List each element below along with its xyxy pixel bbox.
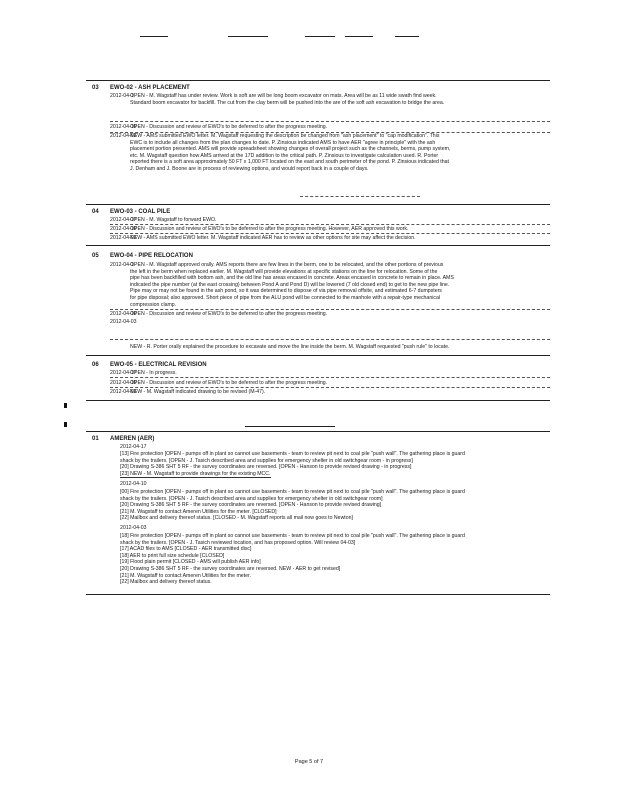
section-heading: 03 EWO-02 - ASH PLACEMENT — [92, 85, 190, 91]
entry-text: NEW - AMS submitted EWO letter. M. Wagstaff requesting the description be changed from "ash placement" to "cap modification". This EWC is to include all changes from the plan changes to date. P. Zinsious indicated AMS to have AER "agree in principle" with the ash placement portion presented. AMS will provide spreadsheet showing changes of overall project such as the channels, berms, pump system, etc. M. Wagstaff question how AMS arrived at the 17D addition to the critical path. P. Zinsious to investigate calculation used. R. Porter reported there is a soft area approximately 50 FT x 1,000 FT located on the east and south perimeter of the pond. P. Zinsious indicated that J. Denham and J. Boone are in process of reviewing options, and would report back in a couple of days. — [130, 133, 451, 172]
entry-date: 2012-04-03 — [110, 389, 137, 395]
section-border — [86, 400, 550, 401]
entry-date: 2012-04-17 — [120, 444, 147, 450]
entry-date: 2012-04-10 — [110, 124, 137, 130]
row-divider — [110, 233, 550, 234]
row-divider — [110, 377, 550, 378]
section-border — [86, 245, 550, 246]
header-rule — [228, 36, 268, 37]
entry-date: 2012-04-1 — [110, 262, 134, 268]
table-top-border — [86, 80, 550, 81]
section-border — [86, 204, 550, 205]
section-heading: 04 EWO-03 - COAL PILE — [92, 209, 171, 215]
entry-text: OPEN - M. Wagstaff has under review. Work is soft are will be long boom excavator on mats. Area will be as 11 wide swath find week. Standard boom excavator for backfill. The cut from the clay berm will be pushed into the are of the soft ash excavation to bridge the area. — [130, 93, 445, 106]
row-divider — [110, 387, 550, 388]
section-border — [86, 594, 550, 595]
row-divider — [110, 309, 550, 310]
header-rule — [305, 36, 335, 37]
table-top-border — [86, 431, 550, 432]
section-heading: 06 EWO-05 - ELECTRICAL REVISION — [92, 362, 207, 368]
entry-text: [00] Fire protection [OPEN - pumps off in plant so cannot use basements - team to review pit next to coal pile "push wall". The gathering place is guard shack by the trailers. [OPEN - J. Tasich described area and supplies for emergency shelter in old switchgear room] [20] Drawing S-386 SHT 5 RF - the survey coordinates are reversed. [OPEN - Hanson to provide revised drawing] [21] M. Wagstaff to contact Ameren Utilities for the meter. [CLOSED] [22] Mailbox and delivery thereof status. [CLOSED - M. Wagstaff reports all mail now goes to Newton] — [120, 489, 465, 522]
entry-date: 2012-04-03 — [120, 525, 147, 531]
entry-date: 2012-04-10 — [110, 380, 137, 386]
entry-date: 2012-04-10 — [120, 481, 147, 487]
header-rule — [245, 426, 335, 427]
entry-text: NEW - AMS submitted EWO letter. M. Wagstaff indicated AER has to review as other options for site may affect the decision. — [130, 235, 416, 241]
entry-text: OPEN - Discussion and review of EWO's to be deferred to after the progress meeting. — [130, 124, 328, 130]
entry-date: 2012-04-1 — [110, 93, 134, 99]
header-rule — [395, 36, 419, 37]
entry-text: OPEN - In progress. — [130, 370, 177, 376]
entry-date: 2012-04-17 — [110, 370, 137, 376]
section-heading: 05 EWO-04 - PIPE RELOCATION — [92, 253, 193, 259]
entry-text: NEW - R. Porter orally explained the procedure to excavate and move the line inside the berm. M. Wagstaff requested "push rule" to locate. — [130, 344, 450, 350]
entry-date: 2012-04-10 — [110, 311, 137, 317]
row-divider — [110, 339, 550, 340]
entry-text: NEW - M. Wagstaff indicated drawing to be revised (M-47). — [130, 389, 266, 395]
section-border — [86, 355, 550, 356]
entry-date: 2012-04-03 — [110, 235, 137, 241]
margin-mark — [64, 422, 67, 427]
entry-text: OPEN - M. Wagstaff approved orally. AMS reports there are few lines in the berm, one to be relocated, and the other portions of previous the left in the berm when replaced earlier. M. Wagstaff will provide elevations at specific stations on the line for relocation. Some of the pipe has been backfilled with bottom ash, and the old line has areas encased in concrete. Areas encased in concrete to remain in place. AMS indicated the pipe number (at the east crossing) between Pond A and Pond D) will be lowered (7 old closed end) to get to the new pipe line. Pipe may or may not be found in the ash pond, so it was determined to dispose of via pipe removal offsite, and estimated 6-7 dumpsters for pipe disposal; also approved. Short piece of pipe from the ALU pond will be connected to the manhole with a repair-type mechanical compression clamp. — [130, 262, 454, 308]
section-heading: 01 AMEREN (AER) — [92, 436, 155, 442]
entry-text: [13] Fire protection [OPEN - pumps off in plant so cannot use basements - team to review pit next to coal pile "push wall". The gathering place is guard shack by the trailers. [OPEN - J. Tasich described area and supplies for emergency shelter in old switchgear room - in progress] [20] Drawing S-386 SHT 5 RF - the survey coordinates are reversed. [OPEN - Hanson to provide revised drawing - in progress] [23] NEW - M. Wagstaff to provide drawings for the existing MCC. — [120, 451, 465, 477]
entry-text: [18] Fire protection [OPEN - pumps off in plant so cannot use basements - team to review pit next to coal pile "push wall". The gathering place is guard shack by the trailers. [OPEN - J. Tasich reviewed location, and has proposed option. Will review 04-03] [17] ACAD files to AMS [CLOSED - AER transmitted disc] [18] AER to print full size schedule [CLOSED] [19] Flood plain permit [CLOSED - AMS will publish AER info] [20] Drawing S-386 SHT 5 RF - the survey coordinates are reversed. NEW - AER to get revised] [21] M. Wagstaff to contact Ameren Utilities for the meter. [22] Mailbox and delivery thereof status. — [120, 533, 465, 586]
entry-date: 2012-04-17 — [110, 217, 137, 223]
margin-mark — [64, 403, 67, 408]
entry-text: OPEN - Discussion and review of EWO's to be deferred to after the progress meeting. — [130, 311, 328, 317]
row-divider — [110, 224, 550, 225]
entry-date: 2012-04-03 — [110, 319, 137, 325]
entry-date: 2012-04-10 — [110, 226, 137, 232]
entry-text: OPEN - Discussion and review of EWO's to be deferred to after the progress meeting. However, AER approved this work. — [130, 226, 409, 232]
entry-text: OPEN - M. Wagstaff to forward EWO. — [130, 217, 217, 223]
page-number: Page 5 of 7 — [294, 759, 324, 765]
entry-date: 2012-04-03 — [110, 133, 137, 139]
header-rule — [140, 36, 168, 37]
header-rule — [345, 36, 373, 37]
row-divider — [110, 121, 550, 122]
row-divider — [300, 196, 420, 197]
entry-text: OPEN - Discussion and review of EWO's to be deferred to after the progress meeting. — [130, 380, 328, 386]
